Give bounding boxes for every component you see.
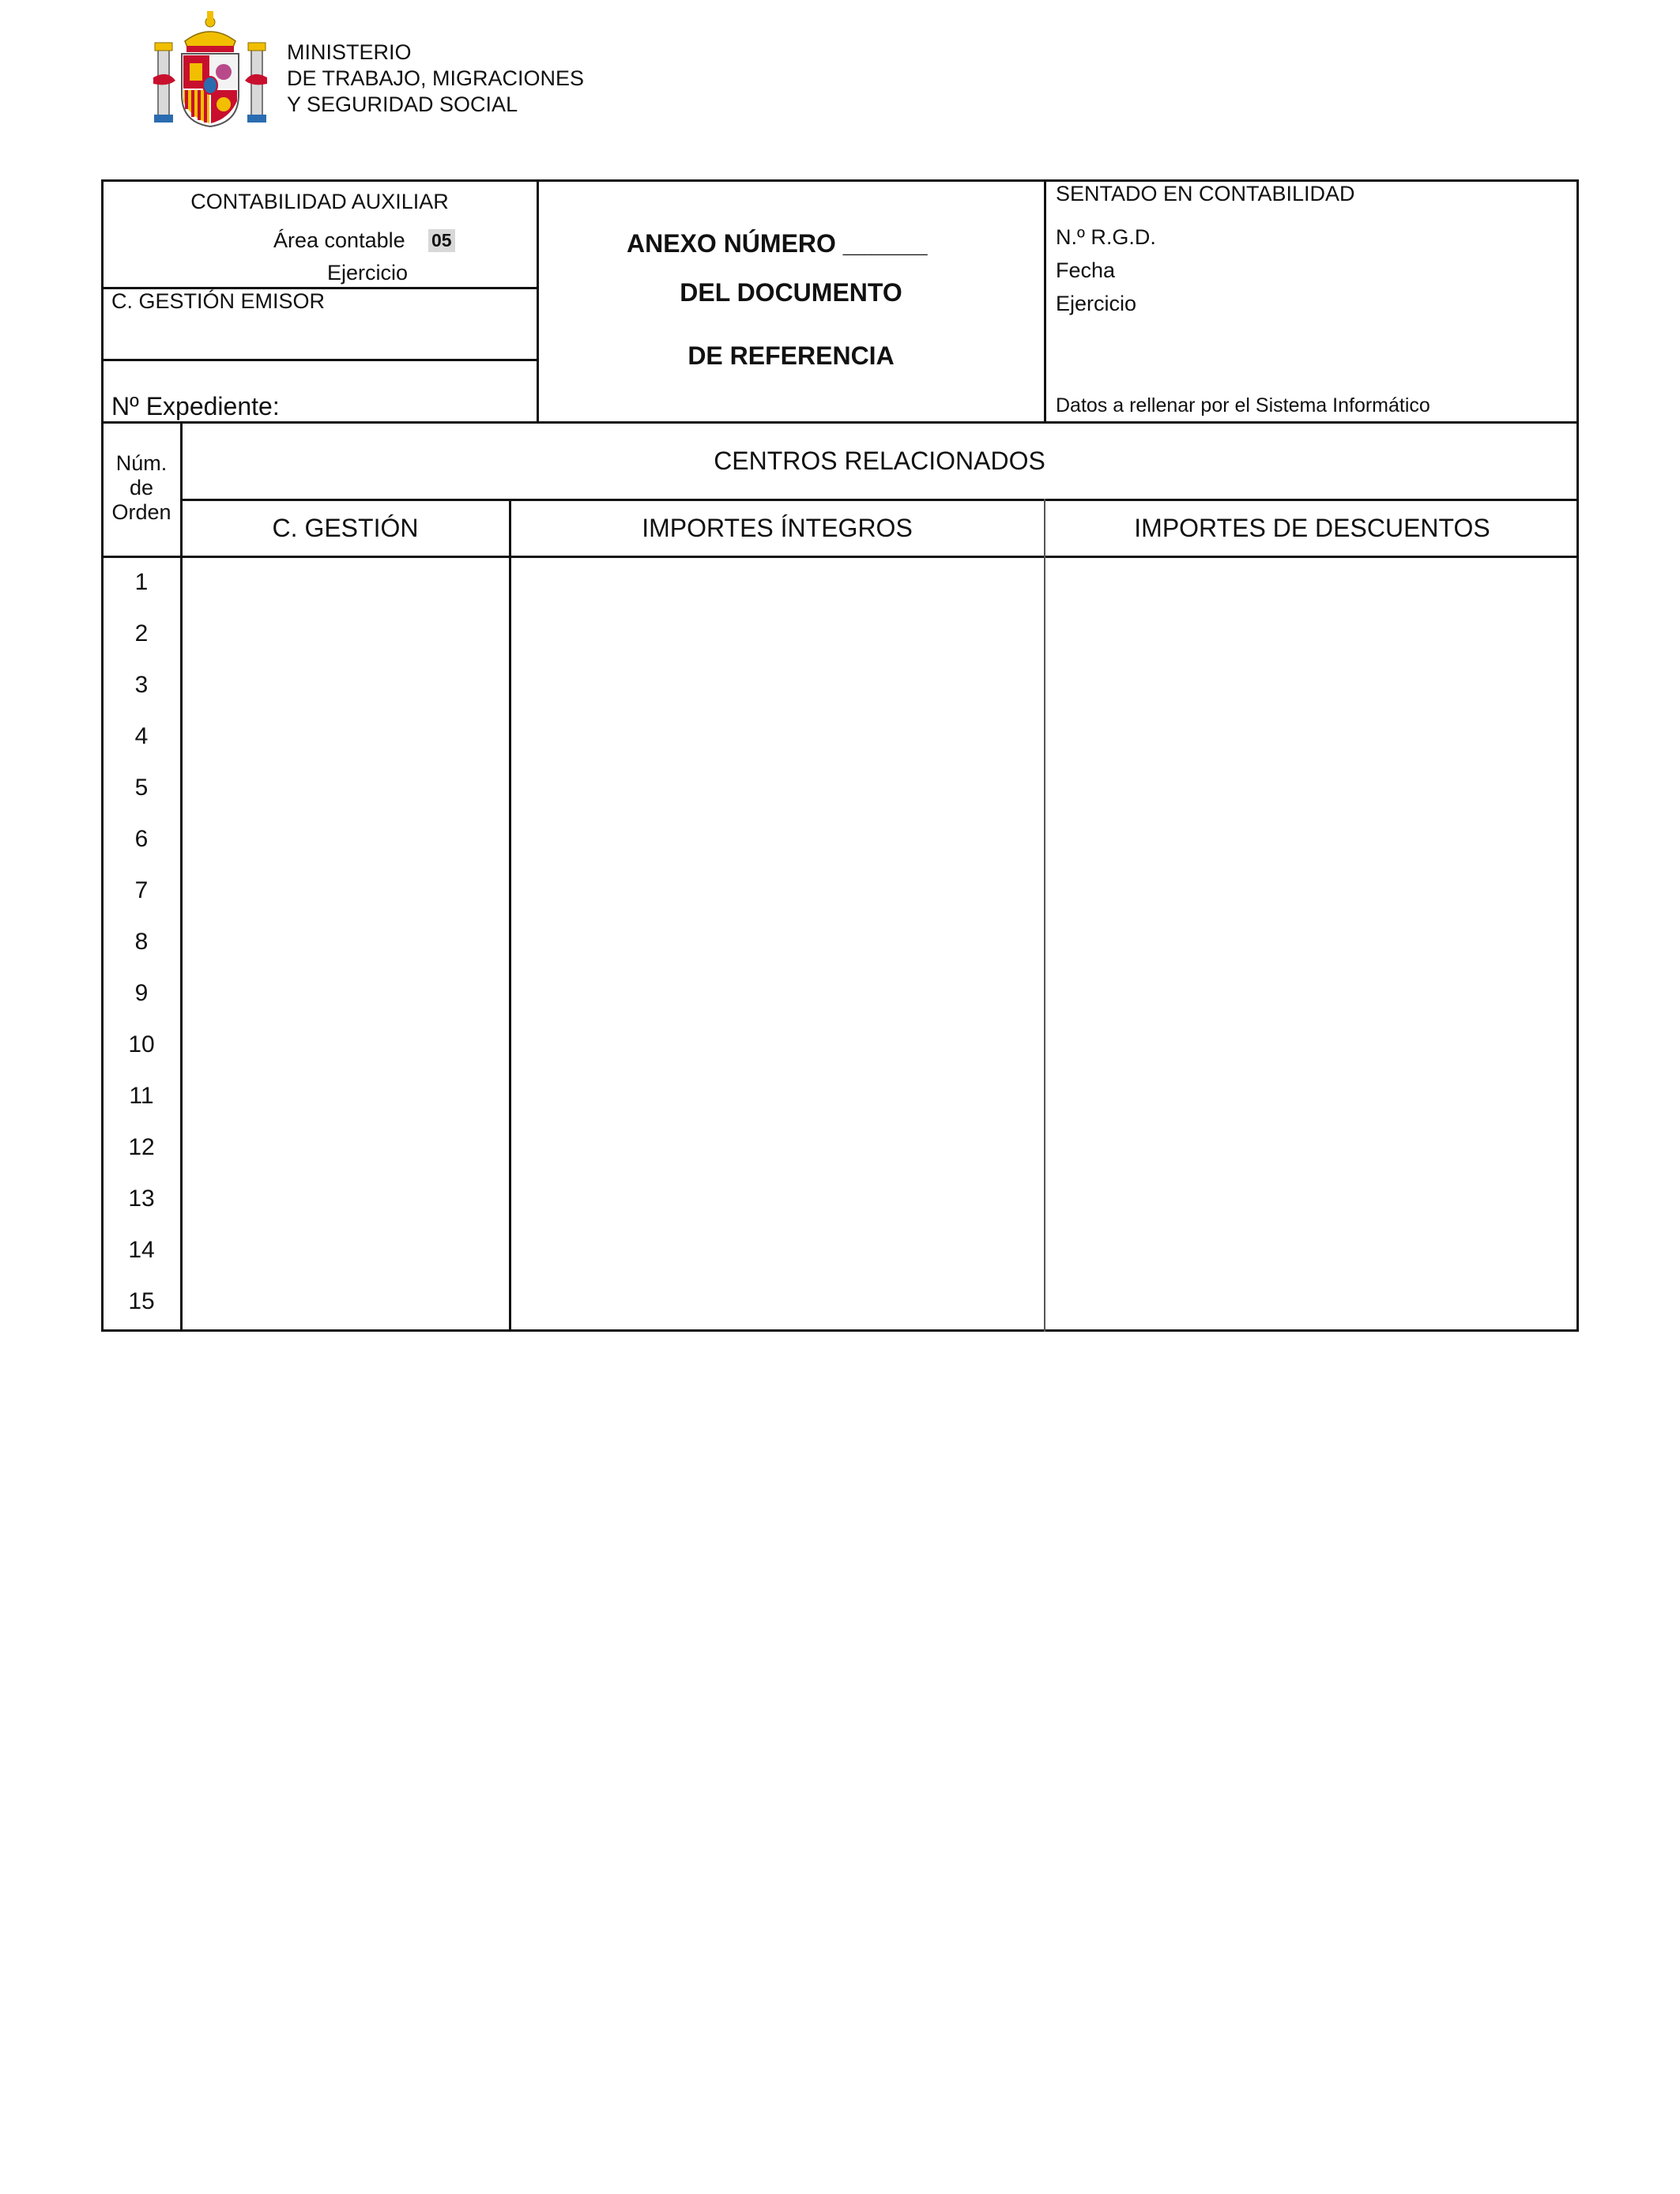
row-number: 15 <box>128 1288 155 1314</box>
row-number: 2 <box>134 620 149 647</box>
ejercicio-right-label: Ejercicio <box>1056 292 1137 315</box>
column-header-gestion: C. GESTIÓN <box>272 514 419 542</box>
centros-relacionados-header: CENTROS RELACIONADOS <box>714 447 1045 475</box>
num-orden-line-2: de <box>129 476 154 499</box>
row-number: 8 <box>134 929 149 955</box>
ministry-line-1: MINISTERIO <box>287 40 412 64</box>
divider-table-header <box>101 556 1579 558</box>
ministry-name <box>287 40 584 118</box>
row-number: 6 <box>134 826 149 852</box>
divider-col-integros <box>1044 499 1045 1332</box>
divider-center-right <box>1044 179 1046 423</box>
fecha-label: Fecha <box>1056 258 1116 282</box>
row-number: 10 <box>128 1031 155 1057</box>
num-orden-line-1: Núm. <box>115 451 168 475</box>
num-orden-header <box>101 451 182 525</box>
coat-of-arms-spain-icon <box>152 8 269 130</box>
ministry-line-3: Y SEGURIDAD SOCIAL <box>287 92 518 116</box>
ejercicio-label: Ejercicio <box>327 261 409 285</box>
row-number: 12 <box>128 1134 155 1160</box>
ministry-line-2: DE TRABAJO, MIGRACIONES <box>287 66 585 90</box>
anexo-numero-title: ANEXO NÚMERO ______ <box>627 229 928 258</box>
row-number: 5 <box>134 775 149 801</box>
divider-emisor <box>101 359 538 361</box>
row-number: 4 <box>134 723 149 749</box>
row-number: 3 <box>134 672 149 698</box>
row-number: 11 <box>129 1083 154 1109</box>
divider-col-gestion <box>509 499 511 1332</box>
divider-group-header <box>180 499 1579 501</box>
gestion-emisor-label: C. GESTIÓN EMISOR <box>111 289 326 313</box>
expediente-label: Nº Expediente: <box>111 392 280 420</box>
row-number: 9 <box>134 980 149 1006</box>
divider-top-section <box>101 421 1579 424</box>
row-number: 7 <box>134 877 149 903</box>
de-referencia-title: DE REFERENCIA <box>687 341 895 370</box>
row-number: 13 <box>128 1186 155 1212</box>
contabilidad-auxiliar-label: CONTABILIDAD AUXILIAR <box>190 190 449 213</box>
column-header-integros: IMPORTES ÍNTEGROS <box>642 514 913 542</box>
del-documento-title: DEL DOCUMENTO <box>680 278 902 307</box>
column-header-descuentos: IMPORTES DE DESCUENTOS <box>1134 514 1490 542</box>
area-contable-value: 05 <box>428 229 455 252</box>
sentado-contabilidad-label: SENTADO EN CONTABILIDAD <box>1056 182 1355 205</box>
num-orden-line-3: Orden <box>111 500 171 524</box>
row-number: 14 <box>128 1237 155 1263</box>
rgd-label: N.º R.G.D. <box>1056 225 1156 249</box>
row-number: 1 <box>134 569 149 595</box>
area-contable-label: Área contable <box>273 228 405 252</box>
sistema-informatico-note: Datos a rellenar por el Sistema Informático <box>1056 394 1430 417</box>
